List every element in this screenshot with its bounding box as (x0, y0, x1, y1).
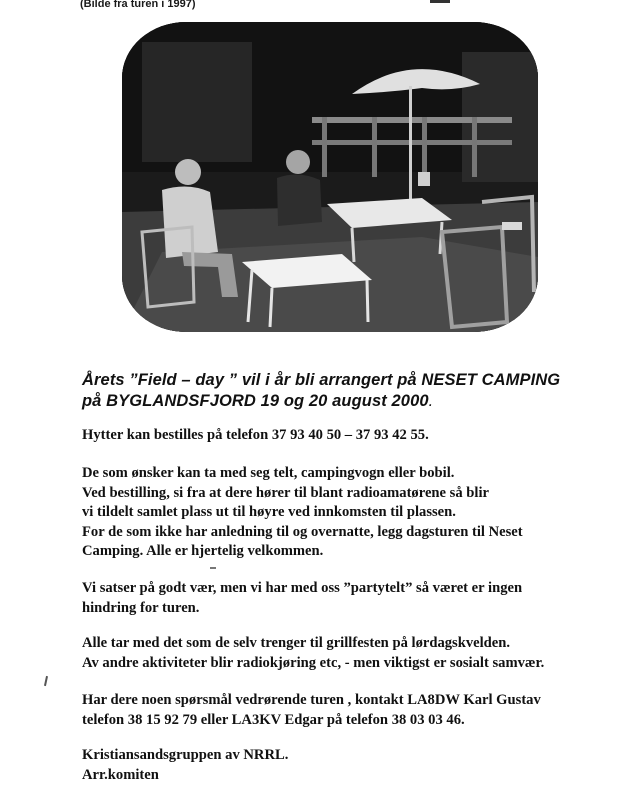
text-line: Alle tar med det som de selv trenger til grillfesten på lørdagskvelden. (82, 635, 511, 651)
text-line: Ved bestilling, si fra at dere hører til blant radioamatørene så blir (82, 484, 489, 501)
text-line: hindring for turen. (82, 599, 200, 616)
paragraph-telt (82, 464, 622, 562)
headline-line-1: Årets ”Field – day ” vil i år bli arrangert på NESET CAMPING (82, 371, 561, 389)
scan-mark (430, 0, 450, 3)
paragraph-hytter (82, 426, 622, 446)
headline-line-2 (82, 391, 602, 412)
text-line: vi tildelt samlet plass ut til høyre ved innkomsten til plassen. (82, 504, 456, 520)
signature-line: Kristiansandsgruppen av NRRL. (82, 747, 289, 763)
text-line: For de som ikke har anledning til og overnatte, legg dagsturen til Neset (82, 523, 523, 540)
paragraph-vaer (82, 579, 622, 618)
paragraph-signatur (82, 746, 622, 785)
text-line: Vi satser på godt vær, men vi har med oss ”partytelt” så været er ingen (82, 580, 523, 596)
text-line: telefon 38 15 92 79 eller LA3KV Edgar på telefon 38 03 03 46. (82, 711, 465, 728)
paragraph-kontakt (82, 691, 622, 730)
signature-line: Arr.komiten (82, 766, 159, 783)
photo-caption: (Bilde fra turen i 1997) (80, 0, 196, 10)
scan-mark (210, 567, 216, 569)
event-headline (82, 370, 602, 412)
text-line: Hytter kan bestilles på telefon 37 93 40 50 – 37 93 42 55. (82, 427, 429, 443)
camping-photo (122, 22, 538, 332)
text-line: Av andre aktiviteter blir radiokjøring etc, - men viktigst er sosialt samvær. (82, 654, 545, 671)
scan-mark (44, 676, 48, 686)
paragraph-grill (82, 634, 622, 673)
text-line: Har dere noen spørsmål vedrørende turen , kontakt LA8DW Karl Gustav (82, 692, 541, 708)
photo-illustration (122, 22, 538, 332)
text-line: De som ønsker kan ta med seg telt, campingvogn eller bobil. (82, 465, 455, 481)
headline-line-2-tail: . (428, 392, 434, 410)
text-line: Camping. Alle er hjertelig velkommen. (82, 543, 324, 559)
headline-line-2-main: på BYGLANDSFJORD 19 og 20 august 2000 (82, 392, 429, 410)
